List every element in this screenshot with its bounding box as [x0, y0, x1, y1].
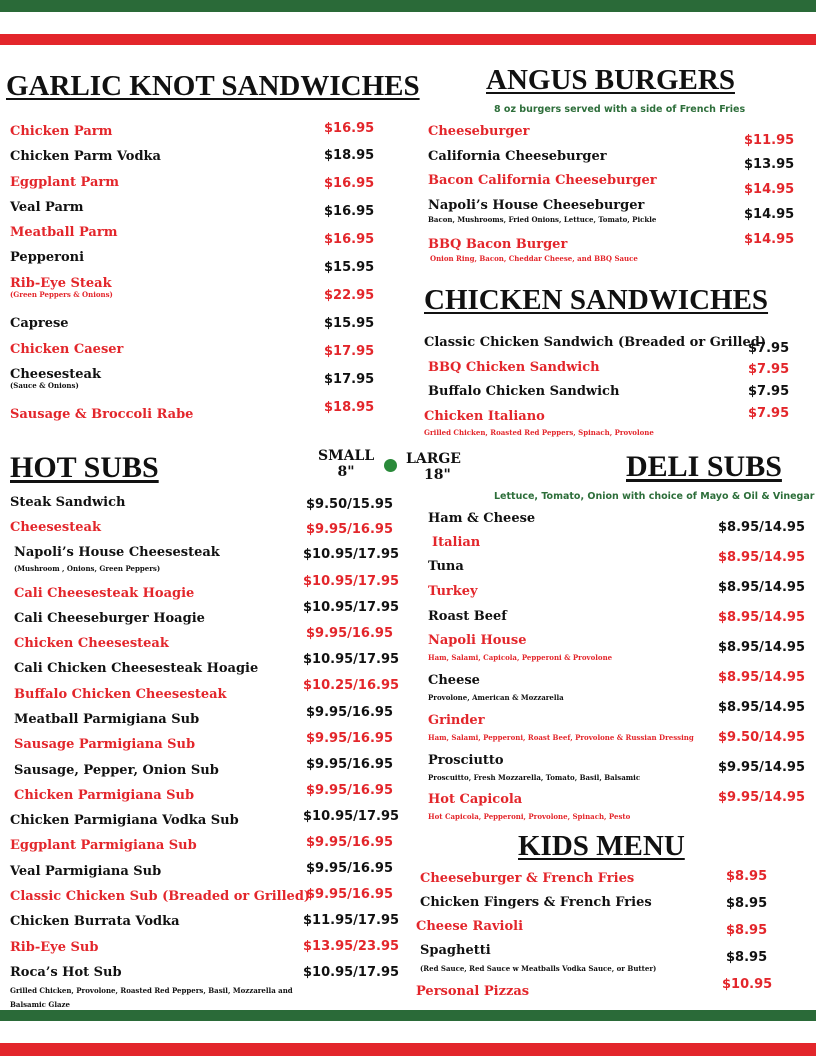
deli-title: DELI SUBS	[626, 450, 782, 483]
item-description: Ham, Salami, Capicola, Pepperoni & Provolone	[428, 653, 613, 662]
item-price: $11.95	[744, 133, 795, 148]
size-large-label: LARGE	[406, 451, 461, 467]
item-name: Veal Parm	[10, 200, 84, 215]
item-name: Sausage, Pepper, Onion Sub	[14, 763, 219, 778]
item-price: $8.95/14.95	[718, 610, 805, 625]
item-name: Roca’s Hot Sub	[10, 965, 122, 980]
item-price: $10.95	[722, 977, 773, 992]
item-name: Ham & Cheese	[428, 511, 536, 526]
item-price: $8.95/14.95	[718, 670, 805, 685]
item-name: Buffalo Chicken Sandwich	[428, 384, 620, 399]
item-price: $9.95/14.95	[718, 790, 805, 805]
item-price: $10.25/16.95	[303, 678, 400, 693]
item-price: $9.95/16.95	[306, 783, 393, 798]
item-name: Hot Capicola	[428, 792, 523, 807]
item-price: $9.95/16.95	[306, 835, 393, 850]
item-price: $9.95/14.95	[718, 760, 805, 775]
item-name: Chicken Parmigiana Sub	[14, 788, 195, 803]
item-description: (Mushroom , Onions, Green Peppers)	[14, 564, 161, 573]
item-name: Rib-Eye Sub	[10, 940, 99, 955]
item-description: (Red Sauce, Red Sauce w Meatballs Vodka Sauce, or Butter)	[420, 964, 657, 973]
item-name: Chicken Burrata Vodka	[10, 914, 180, 929]
item-price: $8.95	[726, 896, 768, 911]
chicken-title: CHICKEN SANDWICHES	[424, 284, 769, 316]
item-price: $22.95	[324, 288, 375, 303]
burgers-subtitle: 8 oz burgers served with a side of French Fries	[494, 104, 746, 115]
item-name: Meatball Parm	[10, 225, 118, 240]
item-price: $17.95	[324, 344, 375, 359]
item-name: Chicken Parm Vodka	[10, 149, 161, 164]
item-name: Chicken Italiano	[424, 409, 545, 424]
item-price: $17.95	[324, 372, 375, 387]
item-description: Proscuitto, Fresh Mozzarella, Tomato, Basil, Balsamic	[428, 773, 641, 782]
item-price: $16.95	[324, 176, 375, 191]
item-price: $9.95/16.95	[306, 731, 393, 746]
item-name: Italian	[432, 535, 481, 550]
item-price: $13.95	[744, 157, 795, 172]
item-price: $15.95	[324, 260, 375, 275]
size-separator-dot	[384, 459, 397, 472]
item-name: Bacon California Cheeseburger	[428, 173, 657, 188]
item-name: Rib-Eye Steak	[10, 276, 112, 291]
item-name: California Cheeseburger	[428, 149, 607, 164]
item-price: $10.95/17.95	[303, 547, 400, 562]
item-name: Cali Chicken Cheesesteak Hoagie	[14, 661, 259, 676]
item-name: Personal Pizzas	[416, 984, 530, 999]
item-price: $9.50/14.95	[718, 730, 805, 745]
item-name: Classic Chicken Sub (Breaded or Grilled)	[10, 889, 311, 904]
item-description: Ham, Salami, Pepperoni, Roast Beef, Provolone & Russian Dressing	[428, 733, 694, 742]
item-price: $16.95	[324, 121, 375, 136]
item-price: $10.95/17.95	[303, 809, 400, 824]
item-price: $8.95/14.95	[718, 640, 805, 655]
item-price: $7.95	[748, 341, 790, 356]
item-name: Caprese	[10, 316, 69, 331]
item-description: Grilled Chicken, Roasted Red Peppers, Spinach, Provolone	[424, 428, 654, 437]
item-price: $7.95	[748, 406, 790, 421]
item-name: Cali Cheesesteak Hoagie	[14, 586, 195, 601]
item-price: $9.95/16.95	[306, 887, 393, 902]
item-price: $18.95	[324, 400, 375, 415]
item-price: $15.95	[324, 316, 375, 331]
item-name: Cheese Ravioli	[416, 919, 524, 934]
item-name: Classic Chicken Sandwich (Breaded or Grilled)	[424, 335, 766, 350]
item-price: $9.50/15.95	[306, 497, 393, 512]
item-name: Chicken Fingers & French Fries	[420, 895, 652, 910]
hotsubs-title: HOT SUBS	[10, 451, 159, 484]
item-name: Cheese	[428, 673, 480, 688]
item-description: Onion Ring, Bacon, Cheddar Cheese, and BBQ Sauce	[430, 254, 638, 263]
item-name: Cheesesteak	[10, 367, 101, 382]
kids-title: KIDS MENU	[518, 830, 685, 862]
item-description: (Sauce & Onions)	[10, 381, 79, 390]
item-name: Napoli House	[428, 633, 527, 648]
item-price: $7.95	[748, 362, 790, 377]
item-price: $8.95	[726, 869, 768, 884]
item-name: Sausage & Broccoli Rabe	[10, 407, 194, 422]
item-name: BBQ Bacon Burger	[428, 237, 568, 252]
item-price: $8.95	[726, 950, 768, 965]
item-name: Eggplant Parmigiana Sub	[10, 838, 197, 853]
item-price: $9.95/16.95	[306, 757, 393, 772]
garlic-title: GARLIC KNOT SANDWICHES	[6, 70, 420, 102]
item-name: Sausage Parmigiana Sub	[14, 737, 196, 752]
item-price: $9.95/16.95	[306, 626, 393, 641]
item-name: Tuna	[428, 559, 464, 574]
item-name: Cheesesteak	[10, 520, 101, 535]
item-price: $14.95	[744, 207, 795, 222]
size-small-length: 8"	[337, 464, 355, 480]
item-name: Chicken Parm	[10, 124, 113, 139]
size-small-label: SMALL	[318, 448, 375, 464]
item-name: Eggplant Parm	[10, 175, 119, 190]
item-name: Pepperoni	[10, 250, 85, 265]
item-price: $8.95/14.95	[718, 550, 805, 565]
item-name: Cheeseburger	[428, 124, 530, 139]
item-price: $14.95	[744, 232, 795, 247]
item-name: Napoli’s House Cheesesteak	[14, 545, 220, 560]
item-price: $9.95/16.95	[306, 861, 393, 876]
item-name: Grinder	[428, 713, 485, 728]
item-price: $8.95	[726, 923, 768, 938]
item-name: Veal Parmigiana Sub	[10, 864, 162, 879]
item-price: $8.95/14.95	[718, 700, 805, 715]
item-name: Cheeseburger & French Fries	[420, 871, 635, 886]
item-price: $10.95/17.95	[303, 600, 400, 615]
item-price: $10.95/17.95	[303, 965, 400, 980]
item-name: Chicken Cheesesteak	[14, 636, 169, 651]
item-price: $16.95	[324, 232, 375, 247]
item-description: (Green Peppers & Onions)	[10, 290, 113, 299]
size-large-length: 18"	[424, 467, 451, 483]
item-price: $8.95/14.95	[718, 520, 805, 535]
item-price: $9.95/16.95	[306, 522, 393, 537]
item-price: $13.95/23.95	[303, 939, 400, 954]
burgers-title: ANGUS BURGERS	[486, 64, 735, 96]
item-price: $7.95	[748, 384, 790, 399]
top-red-band	[0, 34, 816, 45]
item-name: Chicken Parmigiana Vodka Sub	[10, 813, 239, 828]
item-name: Prosciutto	[428, 753, 504, 768]
item-name: Roast Beef	[428, 609, 507, 624]
size-large-header	[406, 451, 462, 483]
item-price: $10.95/17.95	[303, 574, 400, 589]
item-description: Grilled Chicken, Provolone, Roasted Red Peppers, Basil, Mozzarella and Balsamic Glaze	[10, 986, 293, 1009]
item-description: Provolone, American & Mozzarella	[428, 693, 564, 702]
size-small-header	[318, 448, 374, 480]
item-price: $10.95/17.95	[303, 652, 400, 667]
item-name: Cali Cheeseburger Hoagie	[14, 611, 205, 626]
item-name: Meatball Parmigiana Sub	[14, 712, 200, 727]
item-price: $14.95	[744, 182, 795, 197]
item-price: $18.95	[324, 148, 375, 163]
item-name: Turkey	[428, 584, 478, 599]
item-price: $11.95/17.95	[303, 913, 400, 928]
item-price: $8.95/14.95	[718, 580, 805, 595]
item-name: Napoli’s House Cheeseburger	[428, 198, 645, 213]
item-name: BBQ Chicken Sandwich	[428, 360, 600, 375]
item-price: $16.95	[324, 204, 375, 219]
item-name: Buffalo Chicken Cheesesteak	[14, 687, 227, 702]
deli-subtitle: Lettuce, Tomato, Onion with choice of Mayo & Oil & Vinegar	[494, 491, 815, 502]
item-name: Spaghetti	[420, 943, 491, 958]
item-description: Hot Capicola, Pepperoni, Provolone, Spinach, Pesto	[428, 812, 631, 821]
item-description: Bacon, Mushrooms, Fried Onions, Lettuce, Tomato, Pickle	[428, 215, 657, 224]
item-price: $9.95/16.95	[306, 705, 393, 720]
item-name: Chicken Caeser	[10, 342, 124, 357]
bottom-red-band	[0, 1043, 816, 1056]
top-green-band	[0, 0, 816, 12]
item-name: Steak Sandwich	[10, 495, 126, 510]
